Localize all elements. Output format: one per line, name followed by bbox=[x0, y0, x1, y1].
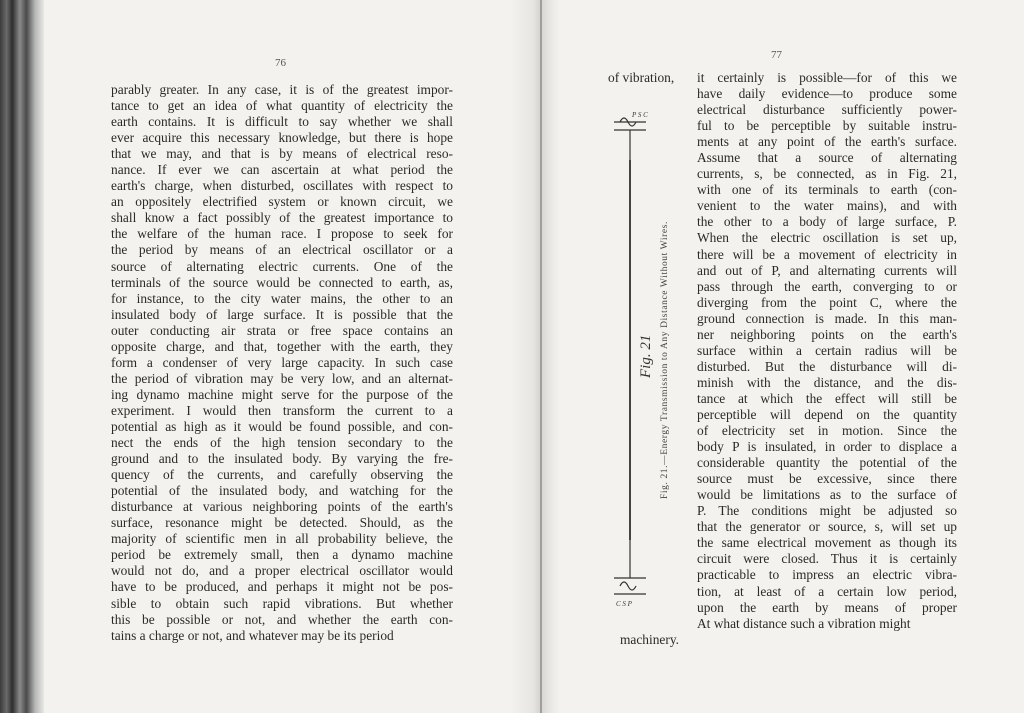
text-line: tance at which the effect will still be bbox=[697, 390, 957, 406]
text-line: this be possible or not, and whether the earth con- bbox=[111, 611, 453, 627]
left-page-number: 76 bbox=[275, 57, 286, 69]
text-line: sible to obtain such rapid vibrations. But whether bbox=[111, 595, 453, 611]
text-line: experiment. I would then transform the current to a bbox=[111, 402, 453, 418]
text-line: would be limitations as to the surface of bbox=[697, 487, 957, 503]
text-line: disturbance at various neighboring points of the earth's bbox=[111, 499, 453, 515]
text-line: for instance, to the city water mains, the other to an bbox=[111, 290, 453, 306]
text-line: outer conducting air strata or free space contains an bbox=[111, 322, 453, 338]
text-line: period be extremely small, then a dynamo machine bbox=[111, 547, 453, 563]
text-line: the welfare of the human race. I propose to seek for bbox=[111, 226, 453, 242]
text-line: surface, resonance might be detected. Should, as the bbox=[111, 515, 453, 531]
text-line: diverging from the point C, where the bbox=[697, 294, 957, 310]
text-line: tion, at least of a certain low period, bbox=[697, 583, 957, 599]
text-line: ever acquire this necessary knowledge, but there is hope bbox=[111, 130, 453, 146]
text-line: terminals of the source would be connected to earth, as, bbox=[111, 274, 453, 290]
text-line: have daily evidence—to produce some bbox=[697, 86, 957, 102]
text-line: ful to be perceptible by suitable instru- bbox=[697, 118, 957, 134]
text-line: that the generator or source, s, will set up bbox=[697, 519, 957, 535]
text-line: ground connection is made. In this man- bbox=[697, 310, 957, 326]
text-line: surface within a certain radius will be bbox=[697, 342, 957, 358]
text-line: Assume that a source of alternating bbox=[697, 150, 957, 166]
text-line: body P is insulated, in order to displace a bbox=[697, 439, 957, 455]
text-line: opposite charge, and that, together with the earth, they bbox=[111, 338, 453, 354]
text-line: nect the ends of the high tension secondary to the bbox=[111, 435, 453, 451]
bottom-terminal-letters: C S P bbox=[616, 600, 632, 608]
margin-text-bottom: machinery. bbox=[620, 632, 679, 647]
text-line: of electricity set in motion. Since the bbox=[697, 423, 957, 439]
text-line: the other to a body of large surface, P. bbox=[697, 214, 957, 230]
text-line: the same electrical movement as though its bbox=[697, 535, 957, 551]
text-line: minish with the distance, and the dis- bbox=[697, 374, 957, 390]
text-line: nance. If ever we can ascertain at what period the bbox=[111, 162, 453, 178]
text-line: earth contains. It is difficult to say whether we shall bbox=[111, 114, 453, 130]
text-line: At what distance such a vibration might bbox=[697, 615, 911, 631]
text-line: upon the earth by means of proper bbox=[697, 599, 957, 615]
text-line: with one of its terminals to earth (con- bbox=[697, 182, 957, 198]
text-line: it certainly is possible—for of this we bbox=[697, 70, 957, 85]
text-line: tains a charge or not, and whatever may be its period bbox=[111, 627, 394, 643]
text-line: ing dynamo machine might serve for the purpose of the bbox=[111, 386, 453, 402]
text-line: practicable to impress an electric vibra- bbox=[697, 567, 957, 583]
text-line: that we may, and that is by means of electrical reso- bbox=[111, 146, 453, 162]
text-line: When the electric oscillation is set up, bbox=[697, 230, 957, 246]
text-line: quency of the currents, and carefully observing the bbox=[111, 467, 453, 483]
top-terminal bbox=[614, 118, 646, 160]
gutter-line bbox=[540, 0, 542, 713]
figure-label: Fig. 21 bbox=[638, 334, 654, 378]
text-line: insulated body of large surface. It is possible that the bbox=[111, 306, 453, 322]
text-line: tance to get an idea of what quantity of electricity the bbox=[111, 98, 453, 114]
text-line: considerable quantity the potential of the bbox=[697, 455, 957, 471]
text-line: shall know a fact possibly of the greatest importance to bbox=[111, 210, 453, 226]
text-line: pass through the earth, converging to or bbox=[697, 278, 957, 294]
text-line: source of alternating electric currents. One of the bbox=[111, 258, 453, 274]
text-line: venient to the water mains), and with bbox=[697, 198, 957, 214]
text-line: parably greater. In any case, it is of the greatest impor- bbox=[111, 82, 453, 97]
text-line: electrical disturbance sufficiently power- bbox=[697, 102, 957, 118]
figure-caption: Fig. 21.—Energy Transmission to Any Distance Without Wires. bbox=[660, 221, 670, 499]
text-line: the period by means of an electrical oscillator or a bbox=[111, 242, 453, 258]
text-line: ner neighboring points on the earth's bbox=[697, 326, 957, 342]
text-line: there will be a movement of electricity in bbox=[697, 246, 957, 262]
text-line: perceptible will depend on the quantity bbox=[697, 406, 957, 422]
right-page-number: 77 bbox=[771, 49, 782, 61]
text-line: would not do, and a proper electrical oscillator would bbox=[111, 563, 453, 579]
right-page-body bbox=[697, 70, 957, 632]
text-line: ments at any point of the earth's surface. bbox=[697, 134, 957, 150]
book-binding-edge bbox=[0, 0, 44, 713]
text-line: disturbed. But the disturbance will di- bbox=[697, 358, 957, 374]
book-gutter bbox=[510, 0, 560, 713]
text-line: have to be produced, and perhaps it might not be pos- bbox=[111, 579, 453, 595]
text-line: the period of vibration may be very low, and an alternat- bbox=[111, 370, 453, 386]
text-line: P. The conditions might be adjusted so bbox=[697, 503, 957, 519]
text-line: an oppositely electrified system or known circuit, we bbox=[111, 194, 453, 210]
text-line: and out of P, and alternating currents will bbox=[697, 262, 957, 278]
margin-text-top: of vibration, bbox=[608, 70, 675, 85]
bottom-terminal bbox=[614, 540, 646, 594]
text-line: form a condenser of very large capacity. In such case bbox=[111, 354, 453, 370]
text-line: circuit were closed. Thus it is certainly bbox=[697, 551, 957, 567]
text-line: potential as high as it would be found possible, and con- bbox=[111, 418, 453, 434]
text-line: source must be excessive, since there bbox=[697, 471, 957, 487]
left-page-body bbox=[111, 82, 453, 644]
text-line: majority of scientific men in all probability believe, the bbox=[111, 531, 453, 547]
text-line: earth's charge, when disturbed, oscillates with respect to bbox=[111, 178, 453, 194]
text-line: ground and to the insulated body. By varying the fre- bbox=[111, 451, 453, 467]
text-line: currents, s, be connected, as in Fig. 21, bbox=[697, 166, 957, 182]
text-line: potential of the insulated body, and watching for the bbox=[111, 483, 453, 499]
top-terminal-letters: P S C bbox=[632, 111, 648, 119]
